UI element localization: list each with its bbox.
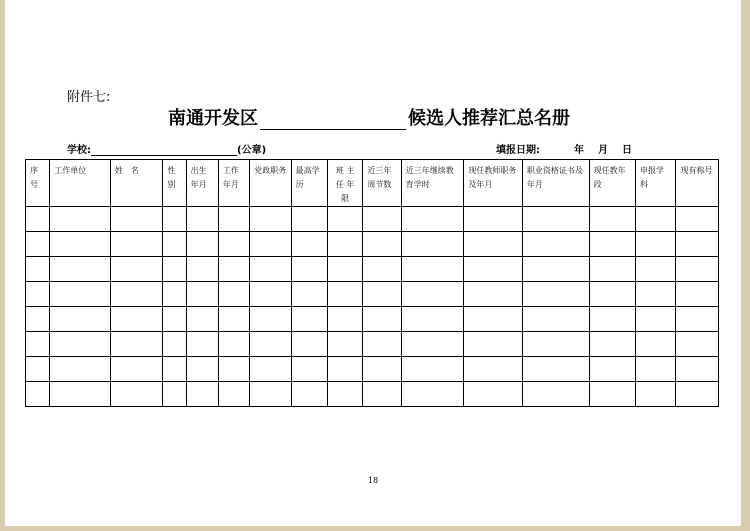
table-cell[interactable]	[26, 257, 50, 282]
table-row	[26, 382, 719, 407]
table-cell[interactable]	[464, 232, 523, 257]
school-blank-field[interactable]	[91, 145, 237, 156]
table-cell[interactable]	[250, 207, 291, 232]
table-cell[interactable]	[464, 282, 523, 307]
table-cell[interactable]	[26, 282, 50, 307]
table-cell[interactable]	[522, 257, 589, 282]
header-cell: 性别	[163, 160, 186, 207]
table-row	[26, 207, 719, 232]
table-cell[interactable]	[110, 282, 163, 307]
table-row	[26, 257, 719, 282]
table-cell[interactable]	[401, 207, 464, 232]
table-cell[interactable]	[163, 282, 186, 307]
table-cell[interactable]	[327, 382, 362, 407]
table-cell[interactable]	[218, 207, 249, 232]
table-cell[interactable]	[26, 307, 50, 332]
table-cell[interactable]	[26, 232, 50, 257]
table-cell[interactable]	[186, 357, 218, 382]
table-cell[interactable]	[110, 307, 163, 332]
table-cell[interactable]	[363, 382, 401, 407]
table-cell[interactable]	[50, 207, 111, 232]
table-row	[26, 357, 719, 382]
header-cell: 现任教年段	[589, 160, 635, 207]
table-cell[interactable]	[676, 257, 719, 282]
table-cell[interactable]	[110, 257, 163, 282]
table-cell[interactable]	[589, 332, 635, 357]
table-cell[interactable]	[464, 207, 523, 232]
table-cell[interactable]	[464, 257, 523, 282]
table-cell[interactable]	[250, 232, 291, 257]
table-body	[26, 207, 719, 407]
table-cell[interactable]	[26, 207, 50, 232]
header-cell: 序号	[26, 160, 50, 207]
table-cell[interactable]	[363, 307, 401, 332]
table-cell[interactable]	[110, 332, 163, 357]
table-cell[interactable]	[291, 307, 327, 332]
table-cell[interactable]	[50, 357, 111, 382]
header-cell: 班 主任 年限	[327, 160, 362, 207]
table-cell[interactable]	[676, 332, 719, 357]
table-cell[interactable]	[291, 257, 327, 282]
table-cell[interactable]	[363, 257, 401, 282]
table-cell[interactable]	[401, 357, 464, 382]
table-cell[interactable]	[291, 207, 327, 232]
table-cell[interactable]	[250, 307, 291, 332]
fill-date-line	[496, 141, 632, 156]
header-cell: 申报学科	[636, 160, 676, 207]
table-cell[interactable]	[186, 332, 218, 357]
header-cell: 出生年月	[186, 160, 218, 207]
table-cell[interactable]	[401, 257, 464, 282]
table-cell[interactable]	[291, 282, 327, 307]
table-cell[interactable]	[50, 382, 111, 407]
table-cell[interactable]	[291, 357, 327, 382]
table-cell[interactable]	[401, 232, 464, 257]
month-label: 月	[598, 145, 608, 156]
table-cell[interactable]	[676, 282, 719, 307]
table-cell[interactable]	[589, 382, 635, 407]
table-cell[interactable]	[401, 382, 464, 407]
table-cell[interactable]	[218, 357, 249, 382]
table-row	[26, 282, 719, 307]
table-cell[interactable]	[291, 332, 327, 357]
table-row	[26, 307, 719, 332]
day-label: 日	[622, 145, 632, 156]
page-number: 18	[367, 476, 379, 485]
header-cell: 党政职务	[250, 160, 291, 207]
table-cell[interactable]	[163, 207, 186, 232]
table-cell[interactable]	[327, 207, 362, 232]
table-cell[interactable]	[589, 232, 635, 257]
header-cell: 近三年周节数	[363, 160, 401, 207]
table-cell[interactable]	[218, 332, 249, 357]
table-row	[26, 332, 719, 357]
table-cell[interactable]	[327, 332, 362, 357]
table-cell[interactable]	[464, 382, 523, 407]
table-cell[interactable]	[110, 232, 163, 257]
table-cell[interactable]	[363, 232, 401, 257]
header-cell: 最高学历	[291, 160, 327, 207]
table-cell[interactable]	[676, 307, 719, 332]
table-cell[interactable]	[676, 232, 719, 257]
school-line	[67, 141, 266, 156]
table-cell[interactable]	[636, 207, 676, 232]
table-cell[interactable]	[186, 307, 218, 332]
table-cell[interactable]	[589, 282, 635, 307]
table-cell[interactable]	[522, 282, 589, 307]
table-cell[interactable]	[163, 307, 186, 332]
header-cell: 近三年继续教育学时	[401, 160, 464, 207]
table-cell[interactable]	[636, 382, 676, 407]
header-cell: 工作单位	[50, 160, 111, 207]
title-blank-field[interactable]	[260, 111, 406, 130]
fill-date-label: 填报日期:	[496, 145, 540, 156]
table-cell[interactable]	[186, 257, 218, 282]
table-cell[interactable]	[50, 257, 111, 282]
table-cell[interactable]	[363, 282, 401, 307]
candidate-roster-table	[25, 159, 719, 407]
table-cell[interactable]	[589, 307, 635, 332]
table-cell[interactable]	[218, 232, 249, 257]
table-cell[interactable]	[522, 357, 589, 382]
table-cell[interactable]	[250, 257, 291, 282]
table-cell[interactable]	[218, 282, 249, 307]
table-cell[interactable]	[163, 357, 186, 382]
table-cell[interactable]	[327, 257, 362, 282]
table-cell[interactable]	[327, 307, 362, 332]
table-cell[interactable]	[636, 307, 676, 332]
table-cell[interactable]	[636, 257, 676, 282]
table-cell[interactable]	[163, 232, 186, 257]
table-cell[interactable]	[218, 382, 249, 407]
table-header-row	[26, 160, 719, 207]
attachment-label: 附件七:	[67, 90, 111, 105]
table-cell[interactable]	[522, 207, 589, 232]
table-cell[interactable]	[50, 232, 111, 257]
table-cell[interactable]	[676, 207, 719, 232]
seal-label: (公章)	[237, 145, 267, 156]
header-cell: 职业资格证书及年月	[522, 160, 589, 207]
table-cell[interactable]	[327, 357, 362, 382]
header-cell: 现有称号	[676, 160, 719, 207]
table-cell[interactable]	[589, 257, 635, 282]
table-cell[interactable]	[163, 382, 186, 407]
table-cell[interactable]	[186, 232, 218, 257]
table-cell[interactable]	[363, 357, 401, 382]
table-cell[interactable]	[250, 282, 291, 307]
table-cell[interactable]	[26, 332, 50, 357]
document-page	[5, 0, 741, 526]
table-cell[interactable]	[636, 357, 676, 382]
table-cell[interactable]	[522, 332, 589, 357]
table-cell[interactable]	[163, 257, 186, 282]
header-cell: 姓 名	[110, 160, 163, 207]
table-cell[interactable]	[26, 357, 50, 382]
table-cell[interactable]	[363, 332, 401, 357]
table-cell[interactable]	[250, 332, 291, 357]
table-cell[interactable]	[186, 207, 218, 232]
table-cell[interactable]	[250, 382, 291, 407]
table-cell[interactable]	[163, 332, 186, 357]
table-cell[interactable]	[464, 307, 523, 332]
table-cell[interactable]	[522, 307, 589, 332]
table-row	[26, 232, 719, 257]
table-cell[interactable]	[110, 382, 163, 407]
table-cell[interactable]	[522, 382, 589, 407]
table-cell[interactable]	[218, 257, 249, 282]
table-cell[interactable]	[676, 382, 719, 407]
table-cell[interactable]	[291, 232, 327, 257]
title-suffix: 候选人推荐汇总名册	[408, 108, 570, 129]
table-cell[interactable]	[186, 382, 218, 407]
title-prefix: 南通开发区	[168, 108, 258, 129]
table-cell[interactable]	[401, 282, 464, 307]
table-cell[interactable]	[186, 282, 218, 307]
table-cell[interactable]	[363, 207, 401, 232]
table-cell[interactable]	[589, 207, 635, 232]
table-cell[interactable]	[636, 332, 676, 357]
table-cell[interactable]	[401, 307, 464, 332]
table-cell[interactable]	[110, 357, 163, 382]
table-cell[interactable]	[464, 357, 523, 382]
table-cell[interactable]	[464, 332, 523, 357]
header-cell: 工作年月	[218, 160, 249, 207]
table-cell[interactable]	[26, 382, 50, 407]
header-cell: 现任教师职务及年月	[464, 160, 523, 207]
table-cell[interactable]	[401, 332, 464, 357]
table-cell[interactable]	[522, 232, 589, 257]
table-cell[interactable]	[218, 307, 249, 332]
table-cell[interactable]	[50, 307, 111, 332]
table-cell[interactable]	[327, 232, 362, 257]
table-cell[interactable]	[50, 332, 111, 357]
year-label: 年	[574, 145, 584, 156]
table-cell[interactable]	[676, 357, 719, 382]
table-cell[interactable]	[636, 232, 676, 257]
page-title	[168, 104, 608, 130]
table-cell[interactable]	[250, 357, 291, 382]
table-cell[interactable]	[636, 282, 676, 307]
table-cell[interactable]	[327, 282, 362, 307]
school-label: 学校:	[67, 145, 91, 156]
table-cell[interactable]	[589, 357, 635, 382]
table-cell[interactable]	[291, 382, 327, 407]
table-cell[interactable]	[50, 282, 111, 307]
table-cell[interactable]	[110, 207, 163, 232]
